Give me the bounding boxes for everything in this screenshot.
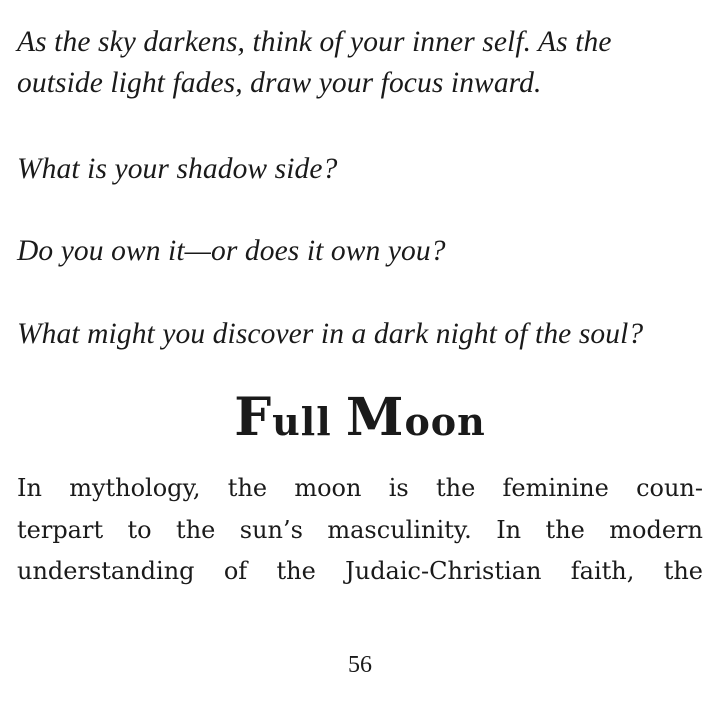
- reflection-question-2: Do you own it—or does it own you?: [17, 235, 446, 267]
- page-number: 56: [348, 652, 372, 678]
- heading-rest-ull: ull: [272, 399, 346, 444]
- section-heading: [0, 388, 720, 452]
- section-body: [17, 468, 703, 593]
- heading-cap-f: F: [234, 387, 273, 448]
- reflection-intro-line-1: As the sky darkens, think of your inner self. As the: [17, 26, 612, 58]
- body-line: understanding of the Judaic-Christian faith, the: [17, 557, 703, 585]
- body-line: terpart to the sun’s masculinity. In the modern: [17, 515, 703, 544]
- heading-rest-oon: oon: [404, 399, 486, 444]
- reflection-intro: [17, 22, 707, 104]
- reflection-question-1: What is your shadow side?: [17, 153, 338, 185]
- body-line: In mythology, the moon is the feminine coun-: [17, 474, 703, 502]
- reflection-question-3: What might you discover in a dark night of the soul?: [17, 318, 644, 350]
- reflection-intro-line-2: outside light fades, draw your focus inward.: [17, 67, 542, 99]
- heading-cap-m: M: [345, 387, 405, 448]
